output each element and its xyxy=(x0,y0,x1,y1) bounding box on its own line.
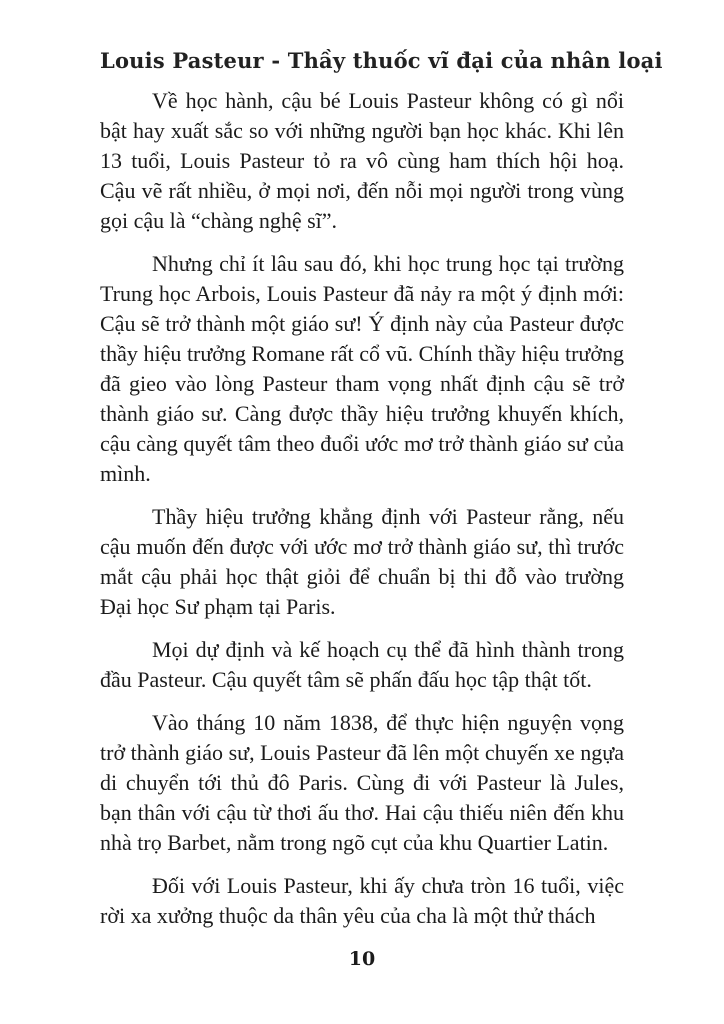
paragraph-3: Thầy hiệu trưởng khẳng định với Pasteur rằng, nếu cậu muốn đến được với ước mơ trở thành giáo sư, thì trước mắt cậu phải học thật giỏi để chuẩn bị thi đỗ vào trường Đại học Sư phạm tại Paris. xyxy=(100,504,624,619)
paragraph-5: Vào tháng 10 năm 1838, để thực hiện nguyện vọng trở thành giáo sư, Louis Pasteur đã lên một chuyến xe ngựa di chuyển tới thủ đô Paris. Cùng đi với Pasteur là Jules, bạn thân với cậu từ thơi ấu thơ. Hai cậu thiếu niên đến khu nhà trọ Barbet, nằm trong ngõ cụt của khu Quartier Latin. xyxy=(100,710,624,855)
paragraph-4: Mọi dự định và kế hoạch cụ thể đã hình thành trong đầu Pasteur. Cậu quyết tâm sẽ phấn đấu học tập thật tốt. xyxy=(100,637,624,692)
body-text xyxy=(100,86,624,931)
page-number: 10 xyxy=(348,948,376,970)
running-head: Louis Pasteur - Thầy thuốc vĩ đại của nhân loại xyxy=(100,48,663,73)
paragraph-1: Về học hành, cậu bé Louis Pasteur không có gì nổi bật hay xuất sắc so với những người bạn học khác. Khi lên 13 tuổi, Louis Pasteur tỏ ra vô cùng ham thích hội hoạ. Cậu vẽ rất nhiều, ở mọi nơi, đến nỗi mọi người trong vùng gọi cậu là “chàng nghệ sĩ”. xyxy=(100,88,624,233)
paragraph-2: Nhưng chỉ ít lâu sau đó, khi học trung học tại trường Trung học Arbois, Louis Pasteur đã nảy ra một ý định mới: Cậu sẽ trở thành một giáo sư! Ý định này của Pasteur được thầy hiệu trưởng Romane rất cổ vũ. Chính thầy hiệu trưởng đã gieo vào lòng Pasteur tham vọng nhất định cậu sẽ trở thành giáo sư. Càng được thầy hiệu trưởng khuyến khích, cậu càng quyết tâm theo đuổi ước mơ trở thành giáo sư của mình. xyxy=(100,251,624,486)
paragraph-6: Đối với Louis Pasteur, khi ấy chưa tròn 16 tuổi, việc rời xa xưởng thuộc da thân yêu của cha là một thử thách xyxy=(100,873,624,928)
